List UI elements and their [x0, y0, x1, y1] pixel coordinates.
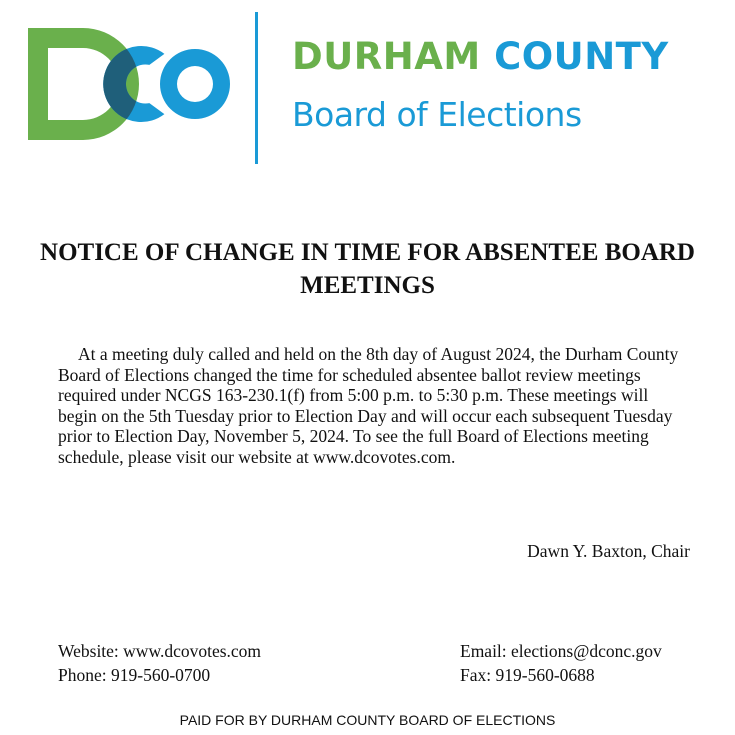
dco-logo — [28, 28, 243, 140]
org-name — [292, 37, 669, 77]
header-divider — [255, 12, 258, 164]
contact-left — [58, 639, 261, 687]
paid-for-disclaimer: PAID FOR BY DURHAM COUNTY BOARD OF ELECTIONS — [179, 712, 556, 728]
fax-text: Fax: 919-560-0688 — [460, 665, 595, 685]
phone-text: Phone: 919-560-0700 — [58, 665, 211, 685]
notice-body: At a meeting duly called and held on the 8th day of August 2024, the Durham County Board of Elections changed the time for scheduled absentee ballot review meetings required under NCGS 163-230.1(f) from 5:00 p.m. to 5:30 p.m. These meetings will begin on the 5th Tuesday prior to Election Day and will occur each subsequent Tuesday prior to Election Day, November 5, 2024. To see the full Board of Elections meeting schedule, please visit our website at www.dcovotes.com. — [58, 344, 679, 467]
website-text: Website: www.dcovotes.com — [58, 641, 262, 661]
logo-letter-o — [160, 49, 230, 119]
notice-title: NOTICE OF CHANGE IN TIME FOR ABSENTEE BOARD MEETINGS — [40, 239, 695, 299]
contact-right — [460, 639, 662, 687]
org-name-county: COUNTY — [494, 35, 669, 78]
signature: Dawn Y. Baxton, Chair — [527, 541, 690, 561]
org-subtitle: Board of Elections — [292, 95, 582, 134]
org-name-durham: DURHAM — [292, 35, 481, 78]
email-text: Email: elections@dconc.gov — [460, 641, 662, 661]
